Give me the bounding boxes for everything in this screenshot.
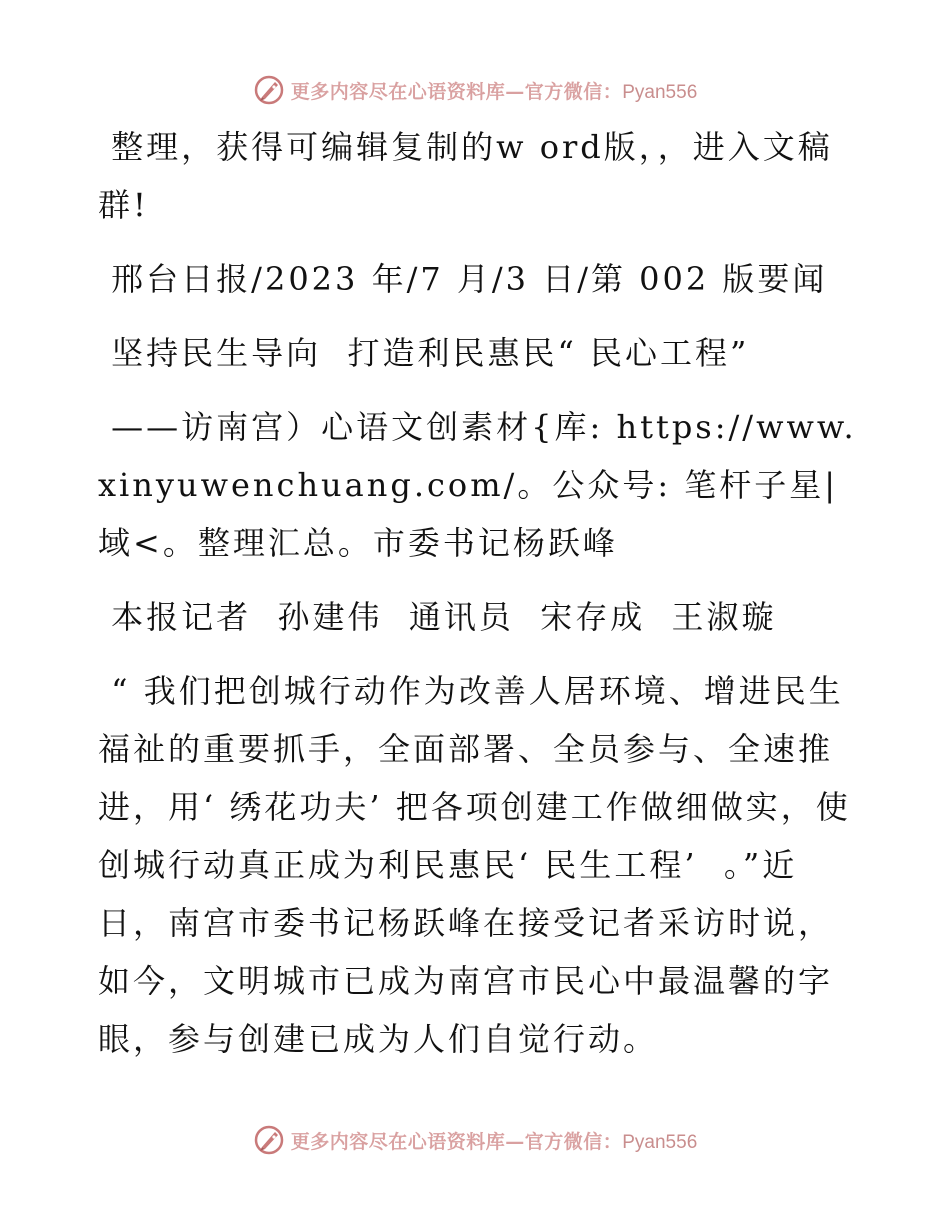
quill-pen-circle-logo-icon [253,74,285,106]
article-subheadline: ——访南宫）心语文创素材{库: https://www.xinyuwenchuang.com/。公众号: 笔杆子星|域<。整理汇总。市委书记杨跃峰 [98,408,857,562]
document-body [98,118,858,1068]
quill-pen-circle-logo-icon [253,1124,285,1156]
watermark-account: Pyan556 [622,1131,698,1153]
watermark-text: 更多内容尽在心语资料库—官方微信：Pyan556 [290,80,698,103]
body-paragraph: “ 我们把创城行动作为改善人居环境、增进民生福祉的重要抓手，全面部署、全员参与、全速推进，用‘ 绣花功夫’ 把各项创建工作做细做实，使创城行动真正成为利民惠民‘ 民生工程’ 。”近日，南宫市委书记杨跃峰在接受记者采访时说，如今，文明城市已成为南宫市民心中最温馨的字眼，参与创建已成为人们自觉行动。 [98,672,851,1058]
header-watermark [0,70,950,110]
byline: 本报记者 孙建伟 通讯员 宋存成 王淑璇 [98,598,777,636]
watermark-account: Pyan556 [622,81,698,103]
footer-watermark [0,1120,950,1160]
watermark-text: 更多内容尽在心语资料库—官方微信：Pyan556 [290,1130,698,1153]
intro-paragraph: 整理，获得可编辑复制的w ord版，，进入文稿群! [98,128,833,224]
article-headline: 坚持民生导向 打造利民惠民“ 民心工程” [98,334,750,372]
newspaper-source-line: 邢台日报/2023 年/7 月/3 日/第 002 版要闻 [98,260,828,298]
